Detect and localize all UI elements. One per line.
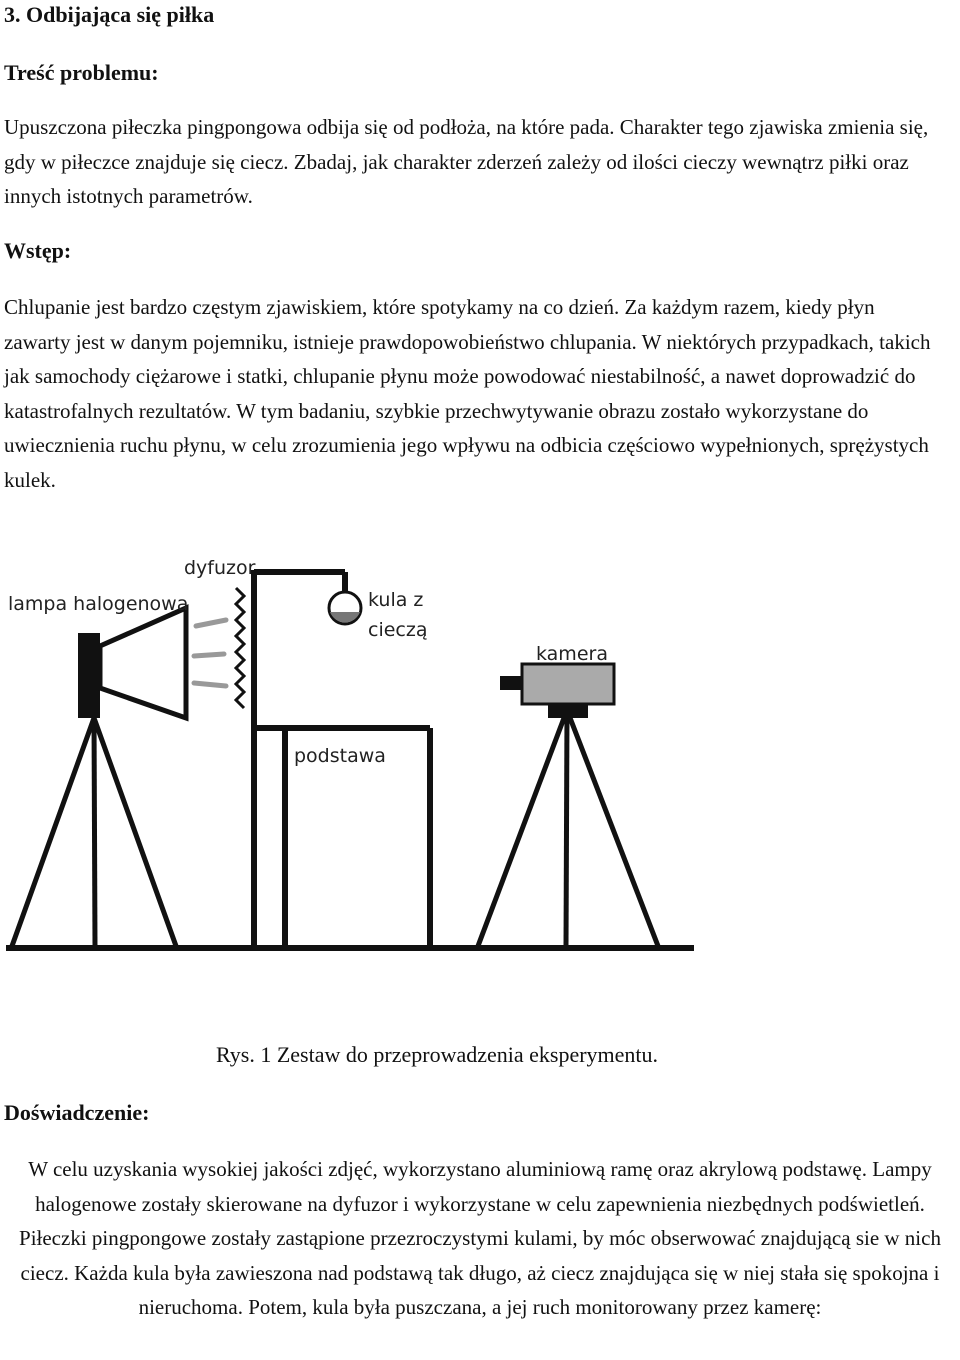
intro-text: Chlupanie jest bardzo częstym zjawiskiem, które spotykamy na co dzień. Za każdym razem, kiedy płyn zawarty jest w danym pojemniku, istnieje prawdopowobieństwo chlupania. W niektórych przypadkach, takich jak samochody ciężarowe i statki, chlupanie płynu może powodować niestabilność, a nawet doprowadzić do katastrofalnych rezultatów. W tym badaniu, szybkie przechwytywanie obrazu zostało wykorzystane do uwiecznienia ruchu płynu, w celu zrozumienia jego wpływu na odbicia częściowo wypełnionych, sprężystych kulek.: [4, 295, 931, 492]
label-diffuser: dyfuzor: [184, 557, 256, 579]
experiment-setup-diagram: [0, 548, 700, 968]
experiment-heading: Doświadczenie:: [4, 1100, 150, 1125]
camera-lens: [500, 676, 522, 690]
diffuser: [236, 588, 244, 708]
lamp-body: [78, 633, 100, 718]
problem-text: Upuszczona piłeczka pingpongowa odbija się od podłoża, na które pada. Charakter tego zjawiska zmienia się, gdy w piłeczce znajduje się ciecz. Zbadaj, jak charakter zderzeń zależy od ilości cieczy wewnątrz piłki oraz innych istotnych parametrów.: [4, 115, 929, 209]
camera-body: [522, 664, 614, 704]
problem-heading: Treść problemu:: [4, 60, 159, 85]
lamp-tripod: [12, 718, 176, 946]
label-ball-line1: kula z: [368, 589, 424, 611]
camera-tripod: [478, 710, 658, 946]
intro-heading: Wstęp:: [4, 238, 72, 263]
label-camera: kamera: [536, 643, 608, 665]
label-base: podstawa: [294, 745, 386, 767]
experiment-text: W celu uzyskania wysokiej jakości zdjęć, wykorzystano aluminiową ramę oraz akrylową podstawę. Lampy halogenowe zostały skierowane na dyfuzor i wykorzystane w celu zapewnienia niezbędnych podświetleń. Piłeczki pingpongowe zostały zastąpione przezroczystymi kulami, by móc obserwować znajdującą sie w nich ciecz. Każda kula była zawieszona nad podstawą tak długo, aż ciecz znajdująca się w niej stała się spokojna i nieruchoma. Potem, kula była puszczana, a jej ruch monitorowany przez kamerę:: [19, 1157, 941, 1320]
label-lamp: lampa halogenowa: [8, 593, 189, 615]
label-ball-line2: cieczą: [368, 619, 428, 641]
lamp-reflector: [100, 608, 186, 718]
section-title: 3. Odbijająca się piłka: [4, 2, 215, 27]
camera-mount: [548, 704, 588, 718]
light-rays: [194, 620, 226, 686]
figure-caption: Rys. 1 Zestaw do przeprowadzenia eksperymentu.: [216, 1042, 659, 1067]
